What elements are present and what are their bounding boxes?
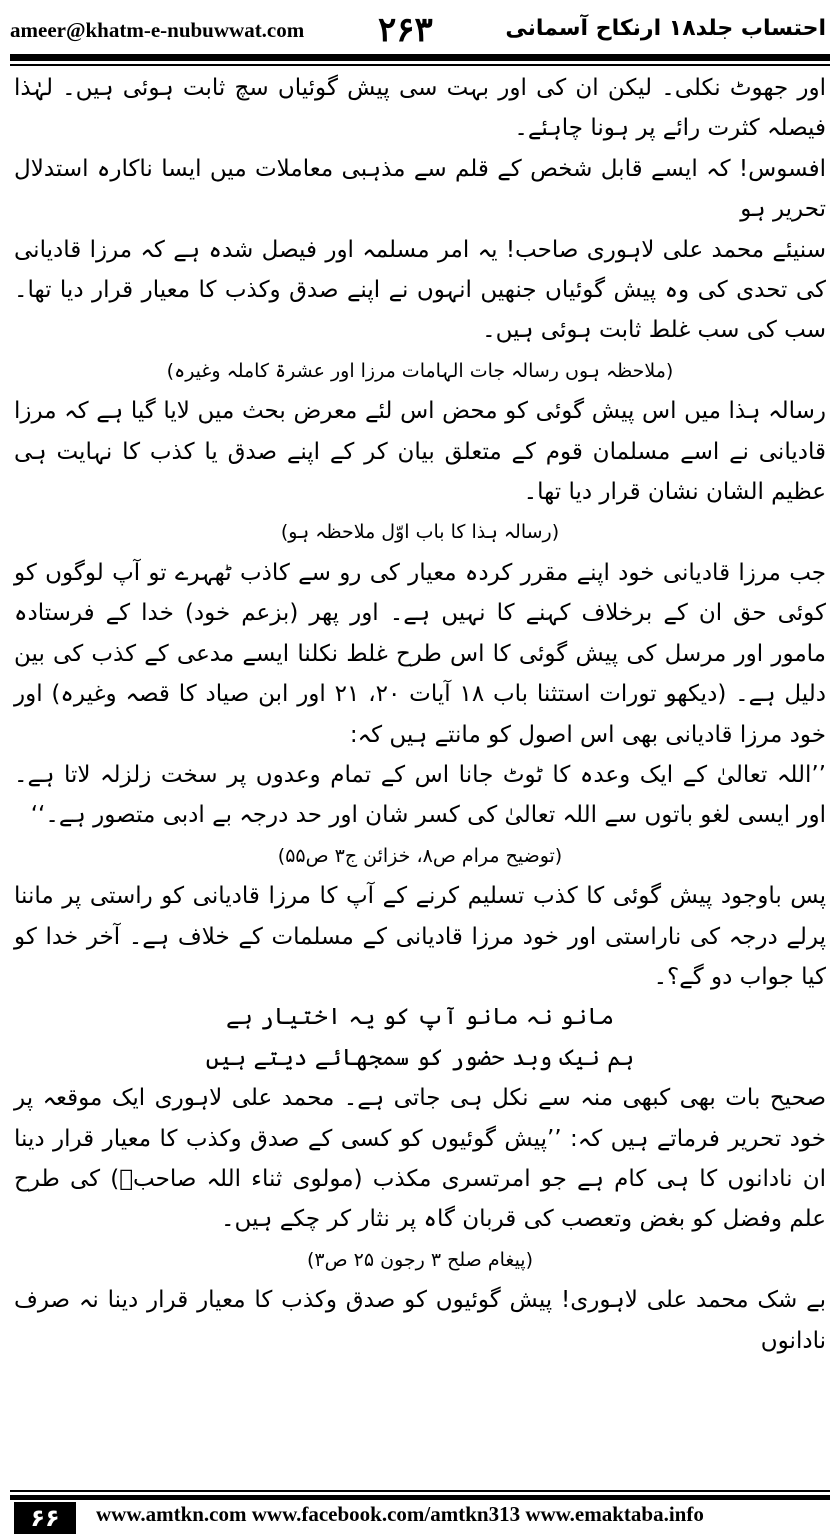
footer-page-number: ۶۶ [14,1502,76,1534]
reference: (توضیح مرام ص۸، خزائن ج۳ ص۵۵) [277,844,563,867]
paragraph: افسوس! کہ ایسے قابل شخص کے قلم سے مذہبی معاملات میں ایسا ناکارہ استدلال تحریر ہو [14,155,826,223]
paragraph: سنیئے محمد علی لاہوری صاحب! یہ امر مسلمہ اور فیصل شدہ ہے کہ مرزا قادیانی کی تحدی کی وہ پیش گوئیاں جنھیں انہوں نے اپنے صدق وکذب کا معیار قرار دیا تھا۔ سب کی سب غلط ثابت ہوئی ہیں۔ [14,236,826,344]
paragraph: جب مرزا قادیانی خود اپنے مقرر کردہ معیار کی رو سے کاذب ٹھہرے تو آپ لوگوں کو کوئی حق ان کے برخلاف کہنے کا نہیں ہے۔ اور پھر (بزعم خود) خدا کے فرستادہ مامور اور مرسل کی پیش گوئی کا اس طرح غلط نکلنا ایسے مدعی کے کذب کی بین دلیل ہے۔ (دیکھو تورات استثنا باب ۱۸ آیات ۲۰، ۲۱ اور ابن صیاد کا قصہ وغیرہ) اور خود مرزا قادیانی بھی اس اصول کو مانتے ہیں کہ: [14,559,827,748]
paragraph: اور جھوٹ نکلی۔ لیکن ان کی اور بہت سی پیش گوئیاں سچ ثابت ہوئی ہیں۔ لہٰذا فیصلہ کثرت رائے پر ہونا چاہئے۔ [14,75,826,142]
verse-line: ہم نیک وبد حضور کو سمجھائے دیتے ہیں [205,1044,635,1071]
reference: (رسالہ ہذا کا باب اوّل ملاحظہ ہو) [280,521,560,544]
header-email: ameer@khatm-e-nubuwwat.com [10,18,305,42]
paragraph: پس باوجود پیش گوئی کا کذب تسلیم کرنے کے آپ کا مرزا قادیانی کو راستی پر ماننا پرلے درجہ کی ناراستی اور خود مرزا قادیانی کے مسلمات کے خلاف ہے۔ آخر خدا کو کیا جواب دو گے؟۔ [14,883,826,990]
header-rule-thick [10,54,830,61]
paragraph: رسالہ ہذا میں اس پیش گوئی کو محض اس لئے معرض بحث میں لایا گیا ہے کہ مرزا قادیانی نے اسے مسلمان قوم کے متعلق بیان کر کے اپنے صدق یا کذب کا نہایت ہی عظیم الشان نشان قرار دیا تھا۔ [14,398,826,506]
header-title: احتساب جلد۱۸ ارنکاح آسمانی [505,16,826,41]
footer-rule-thick [10,1495,830,1500]
page-body [14,68,826,1361]
reference: (پیغام صلح ۳ رجون ۲۵ ص۳) [307,1248,533,1271]
paragraph: بے شک محمد علی لاہوری! پیش گوئیوں کو صدق وکذب کا معیار قرار دینا نہ صرف نادانوں [14,1287,826,1354]
paragraph: صحیح بات بھی کبھی منہ سے نکل ہی جاتی ہے۔ محمد علی لاہوری ایک موقعہ پر خود تحریر فرماتے ہیں کہ: ’’پیش گوئیوں کو کسی کے صدق وکذب کا معیار قرار دینا ان نادانوں کا ہی کام ہے جو امرتسری مکذب (مولوی ثناء اللہ صاحبؒ) کی طرح علم وفضل کو بغض وتعصب کی قربان گاہ پر نثار کر چکے ہیں۔ [14,1085,826,1233]
footer-rule-thin [10,1490,830,1492]
header-page-number: ۲۶۳ [378,10,433,50]
reference: (ملاحظہ ہوں رسالہ جات الہامات مرزا اور عشرۃ کاملہ وغیرہ) [166,359,674,382]
footer-urls: www.amtkn.com www.facebook.com/amtkn313 www.emaktaba.info [96,1502,704,1526]
quotation: ’’اللہ تعالیٰ کے ایک وعدہ کا ٹوٹ جانا اس کے تمام وعدوں پر سخت زلزلہ لاتا ہے۔ اور ایسی لغو باتوں سے اللہ تعالیٰ کی کسر شان اور حد درجہ بے ادبی متصور ہے۔‘‘ [14,761,826,829]
header-rule-thin [10,64,830,66]
verse-line: مانو نہ مانو آپ کو یہ اختیار ہے [225,1004,615,1031]
